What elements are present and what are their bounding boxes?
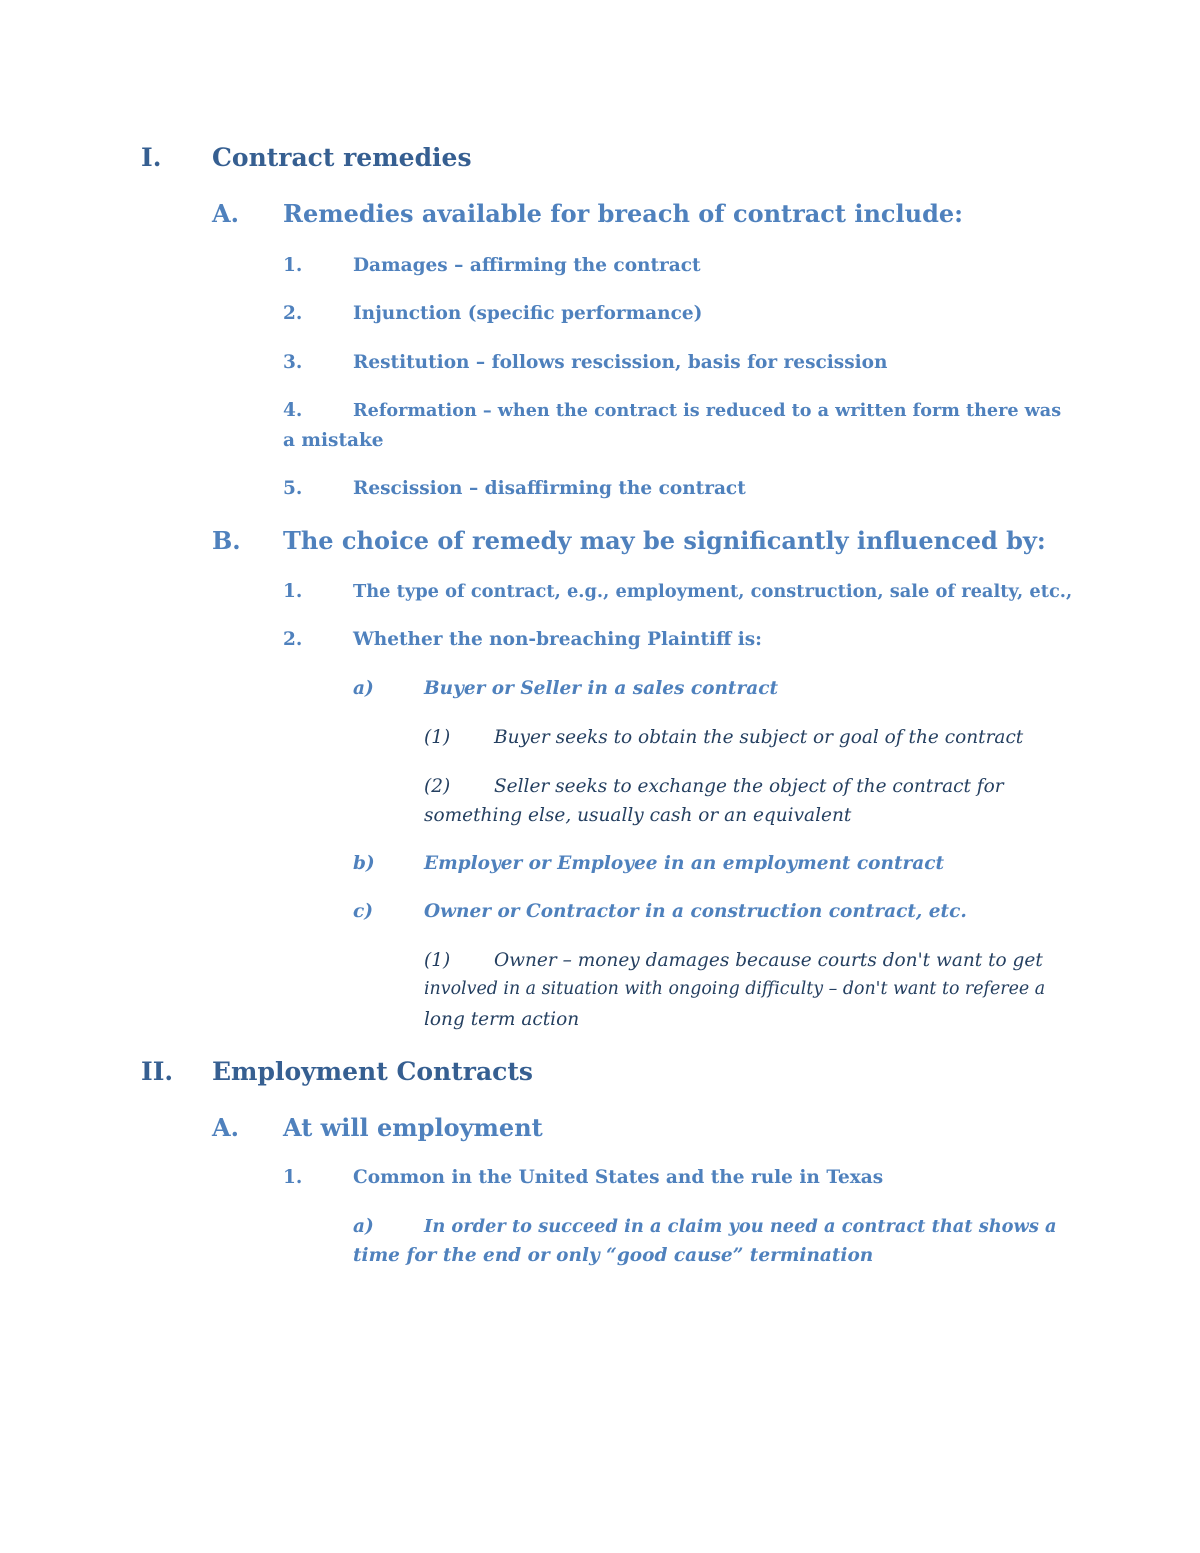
heading-marker: A.	[212, 199, 239, 228]
list-item-text: Owner or Contractor in a construction contract, etc.	[424, 901, 967, 922]
list-item-text: Common in the United States and the rule in Texas	[353, 1167, 884, 1188]
list-item-text: Damages – affirming the contract	[353, 255, 701, 276]
list-item-marker: 1.	[283, 255, 303, 276]
list-item-continuation: time for the end or only “good cause” termination	[353, 1245, 874, 1266]
list-item-marker: b)	[353, 853, 375, 874]
list-item-marker: 2.	[283, 303, 303, 324]
list-item-marker: (2)	[424, 776, 451, 797]
list-item-marker: (1)	[424, 727, 451, 748]
list-item-marker: 4.	[283, 400, 303, 421]
list-item-text: Whether the non-breaching Plaintiff is:	[353, 629, 762, 650]
list-item-text: Seller seeks to exchange the object of the contract for	[494, 776, 1004, 797]
list-item-marker: 3.	[283, 352, 303, 373]
list-item-marker: (1)	[424, 950, 451, 971]
list-item-marker: a)	[353, 1216, 374, 1237]
list-item-text: Rescission – disaffirming the contract	[353, 478, 746, 499]
list-item-text: Reformation – when the contract is reduced to a written form there was	[353, 400, 1062, 421]
heading-text: Employment Contracts	[212, 1057, 533, 1086]
list-item-marker: c)	[353, 901, 374, 922]
list-item-text: Employer or Employee in an employment contract	[424, 853, 945, 874]
list-item-text: Injunction (specific performance)	[353, 303, 703, 324]
list-item-text: Owner – money damages because courts don't want to get	[494, 950, 1043, 971]
list-item-text: The type of contract, e.g., employment, construction, sale of realty, etc.,	[353, 581, 1073, 602]
list-item-marker: a)	[353, 678, 374, 699]
list-item-continuation: long term action	[424, 1009, 580, 1030]
list-item-marker: 1.	[283, 1167, 303, 1188]
heading-text: At will employment	[283, 1113, 543, 1142]
list-item-marker: 1.	[283, 581, 303, 602]
heading-marker: A.	[212, 1113, 239, 1142]
list-item-continuation: involved in a situation with ongoing difficulty – don't want to referee a	[424, 979, 1046, 999]
heading-marker: II.	[141, 1057, 174, 1086]
list-item-marker: 5.	[283, 478, 303, 499]
list-item-text: Buyer or Seller in a sales contract	[424, 678, 779, 699]
heading-text: The choice of remedy may be significantly influenced by:	[283, 526, 1046, 555]
list-item-continuation: something else, usually cash or an equivalent	[424, 805, 852, 826]
heading-text: Remedies available for breach of contract include:	[283, 199, 964, 228]
list-item-text: In order to succeed in a claim you need a contract that shows a	[424, 1216, 1057, 1237]
list-item-continuation: a mistake	[283, 430, 384, 451]
list-item-marker: 2.	[283, 629, 303, 650]
heading-marker: B.	[212, 526, 241, 555]
list-item-text: Buyer seeks to obtain the subject or goal of the contract	[494, 727, 1024, 748]
list-item-text: Restitution – follows rescission, basis for rescission	[353, 352, 888, 373]
heading-text: Contract remedies	[212, 143, 472, 172]
heading-marker: I.	[141, 143, 162, 172]
